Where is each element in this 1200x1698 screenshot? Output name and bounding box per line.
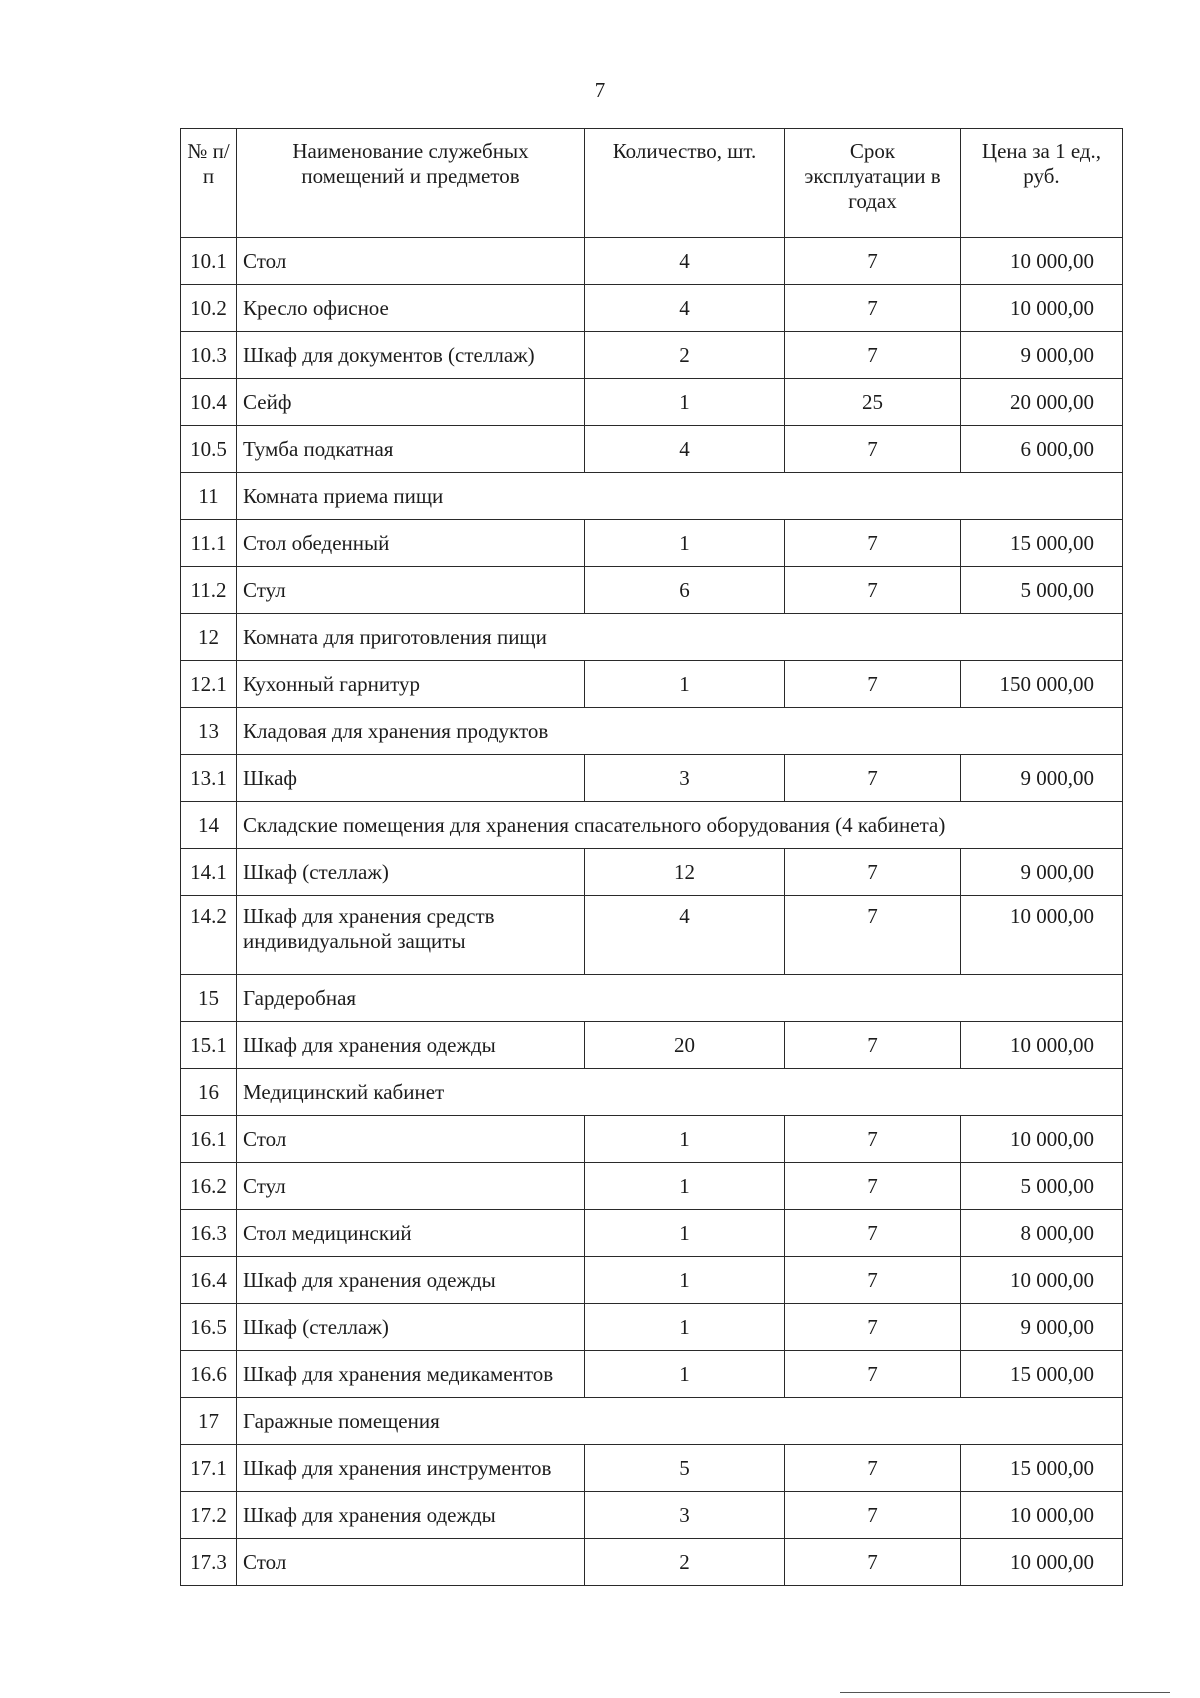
item-service-life: 7 (785, 849, 961, 896)
table-row (181, 567, 1123, 614)
item-name: Стол медицинский (237, 1210, 585, 1257)
row-number: 15.1 (181, 1022, 237, 1069)
item-unit-price: 9 000,00 (961, 332, 1123, 379)
header-unit-price: Цена за 1 ед., руб. (961, 129, 1123, 238)
item-name: Кресло офисное (237, 285, 585, 332)
row-number: 17.1 (181, 1445, 237, 1492)
row-number: 14 (181, 802, 237, 849)
item-unit-price: 6 000,00 (961, 426, 1123, 473)
row-number: 12 (181, 614, 237, 661)
row-number: 11.2 (181, 567, 237, 614)
page-number: 7 (594, 78, 606, 102)
item-service-life: 25 (785, 379, 961, 426)
item-name: Тумба подкатная (237, 426, 585, 473)
item-quantity: 2 (585, 1539, 785, 1586)
table-row (181, 1163, 1123, 1210)
row-number: 11.1 (181, 520, 237, 567)
item-name: Шкаф (стеллаж) (237, 849, 585, 896)
item-unit-price: 10 000,00 (961, 285, 1123, 332)
item-unit-price: 9 000,00 (961, 1304, 1123, 1351)
section-title: Кладовая для хранения продуктов (237, 708, 1123, 755)
item-name: Шкаф для хранения средств индивидуальной защиты (237, 896, 585, 975)
item-service-life: 7 (785, 1492, 961, 1539)
item-name: Шкаф (237, 755, 585, 802)
item-name: Шкаф для хранения одежды (237, 1022, 585, 1069)
table-row (181, 755, 1123, 802)
row-number: 11 (181, 473, 237, 520)
item-unit-price: 20 000,00 (961, 379, 1123, 426)
item-quantity: 1 (585, 1116, 785, 1163)
item-quantity: 1 (585, 379, 785, 426)
section-title: Складские помещения для хранения спасательного оборудования (4 кабинета) (237, 802, 1123, 849)
item-quantity: 1 (585, 661, 785, 708)
item-name: Стол (237, 1116, 585, 1163)
item-quantity: 1 (585, 1163, 785, 1210)
item-unit-price: 15 000,00 (961, 1351, 1123, 1398)
section-title: Медицинский кабинет (237, 1069, 1123, 1116)
item-quantity: 12 (585, 849, 785, 896)
item-quantity: 4 (585, 896, 785, 975)
item-quantity: 1 (585, 1351, 785, 1398)
table-row (181, 1539, 1123, 1586)
item-unit-price: 10 000,00 (961, 1492, 1123, 1539)
item-service-life: 7 (785, 1210, 961, 1257)
item-unit-price: 8 000,00 (961, 1210, 1123, 1257)
section-row (181, 614, 1123, 661)
item-service-life: 7 (785, 661, 961, 708)
table-row (181, 426, 1123, 473)
section-title: Комната приема пищи (237, 473, 1123, 520)
item-name: Стол (237, 238, 585, 285)
section-row (181, 975, 1123, 1022)
item-name: Шкаф для хранения одежды (237, 1492, 585, 1539)
section-row (181, 1398, 1123, 1445)
item-name: Шкаф для хранения одежды (237, 1257, 585, 1304)
item-name: Стол обеденный (237, 520, 585, 567)
row-number: 14.1 (181, 849, 237, 896)
row-number: 10.1 (181, 238, 237, 285)
section-row (181, 802, 1123, 849)
table-row (181, 1210, 1123, 1257)
table-row (181, 1257, 1123, 1304)
item-service-life: 7 (785, 1116, 961, 1163)
item-service-life: 7 (785, 332, 961, 379)
item-name: Шкаф для хранения медикаментов (237, 1351, 585, 1398)
item-unit-price: 5 000,00 (961, 1163, 1123, 1210)
table-header-row (181, 129, 1123, 238)
item-quantity: 1 (585, 1257, 785, 1304)
row-number: 17.3 (181, 1539, 237, 1586)
row-number: 13.1 (181, 755, 237, 802)
item-service-life: 7 (785, 896, 961, 975)
item-quantity: 4 (585, 285, 785, 332)
item-unit-price: 5 000,00 (961, 567, 1123, 614)
item-name: Сейф (237, 379, 585, 426)
row-number: 10.2 (181, 285, 237, 332)
row-number: 10.4 (181, 379, 237, 426)
section-row (181, 473, 1123, 520)
item-quantity: 1 (585, 520, 785, 567)
row-number: 17 (181, 1398, 237, 1445)
row-number: 17.2 (181, 1492, 237, 1539)
row-number: 16.3 (181, 1210, 237, 1257)
row-number: 16.6 (181, 1351, 237, 1398)
item-name: Шкаф для документов (стеллаж) (237, 332, 585, 379)
row-number: 10.3 (181, 332, 237, 379)
item-quantity: 2 (585, 332, 785, 379)
item-service-life: 7 (785, 1022, 961, 1069)
item-name: Кухонный гарнитур (237, 661, 585, 708)
item-unit-price: 9 000,00 (961, 849, 1123, 896)
row-number: 13 (181, 708, 237, 755)
item-unit-price: 10 000,00 (961, 1257, 1123, 1304)
item-service-life: 7 (785, 567, 961, 614)
item-unit-price: 15 000,00 (961, 1445, 1123, 1492)
item-service-life: 7 (785, 238, 961, 285)
table-row (181, 1304, 1123, 1351)
inventory-table (180, 128, 1123, 1586)
table-row (181, 1351, 1123, 1398)
table-row (181, 1445, 1123, 1492)
item-service-life: 7 (785, 1351, 961, 1398)
table-row (181, 285, 1123, 332)
bottom-rule (840, 1692, 1170, 1693)
table-row (181, 1022, 1123, 1069)
section-title: Гаражные помещения (237, 1398, 1123, 1445)
item-quantity: 1 (585, 1304, 785, 1351)
item-quantity: 1 (585, 1210, 785, 1257)
row-number: 16 (181, 1069, 237, 1116)
item-quantity: 4 (585, 238, 785, 285)
item-service-life: 7 (785, 520, 961, 567)
item-unit-price: 9 000,00 (961, 755, 1123, 802)
item-name: Шкаф для хранения инструментов (237, 1445, 585, 1492)
item-name: Стул (237, 567, 585, 614)
row-number: 16.1 (181, 1116, 237, 1163)
item-quantity: 20 (585, 1022, 785, 1069)
item-name: Стул (237, 1163, 585, 1210)
table-row (181, 661, 1123, 708)
item-service-life: 7 (785, 285, 961, 332)
item-service-life: 7 (785, 755, 961, 802)
header-service-life: Срок эксплуатации в годах (785, 129, 961, 238)
header-number: № п/п (181, 129, 237, 238)
item-unit-price: 10 000,00 (961, 1022, 1123, 1069)
item-service-life: 7 (785, 1257, 961, 1304)
item-service-life: 7 (785, 1304, 961, 1351)
item-unit-price: 10 000,00 (961, 896, 1123, 975)
header-name: Наименование служебных помещений и предметов (237, 129, 585, 238)
table-row (181, 896, 1123, 975)
item-service-life: 7 (785, 1163, 961, 1210)
table-row (181, 849, 1123, 896)
item-service-life: 7 (785, 1539, 961, 1586)
table-row (181, 332, 1123, 379)
table-row (181, 379, 1123, 426)
table-row (181, 1492, 1123, 1539)
table-row (181, 238, 1123, 285)
row-number: 12.1 (181, 661, 237, 708)
section-title: Комната для приготовления пищи (237, 614, 1123, 661)
item-quantity: 5 (585, 1445, 785, 1492)
row-number: 14.2 (181, 896, 237, 975)
section-row (181, 708, 1123, 755)
item-quantity: 3 (585, 1492, 785, 1539)
table-row (181, 520, 1123, 567)
item-name: Шкаф (стеллаж) (237, 1304, 585, 1351)
item-quantity: 3 (585, 755, 785, 802)
item-unit-price: 10 000,00 (961, 1116, 1123, 1163)
item-name: Стол (237, 1539, 585, 1586)
item-service-life: 7 (785, 1445, 961, 1492)
item-unit-price: 15 000,00 (961, 520, 1123, 567)
item-unit-price: 150 000,00 (961, 661, 1123, 708)
item-unit-price: 10 000,00 (961, 238, 1123, 285)
table-body (181, 238, 1123, 1586)
header-quantity: Количество, шт. (585, 129, 785, 238)
row-number: 10.5 (181, 426, 237, 473)
item-quantity: 4 (585, 426, 785, 473)
table-row (181, 1116, 1123, 1163)
section-row (181, 1069, 1123, 1116)
item-quantity: 6 (585, 567, 785, 614)
item-service-life: 7 (785, 426, 961, 473)
row-number: 16.4 (181, 1257, 237, 1304)
row-number: 15 (181, 975, 237, 1022)
row-number: 16.5 (181, 1304, 237, 1351)
section-title: Гардеробная (237, 975, 1123, 1022)
row-number: 16.2 (181, 1163, 237, 1210)
item-unit-price: 10 000,00 (961, 1539, 1123, 1586)
